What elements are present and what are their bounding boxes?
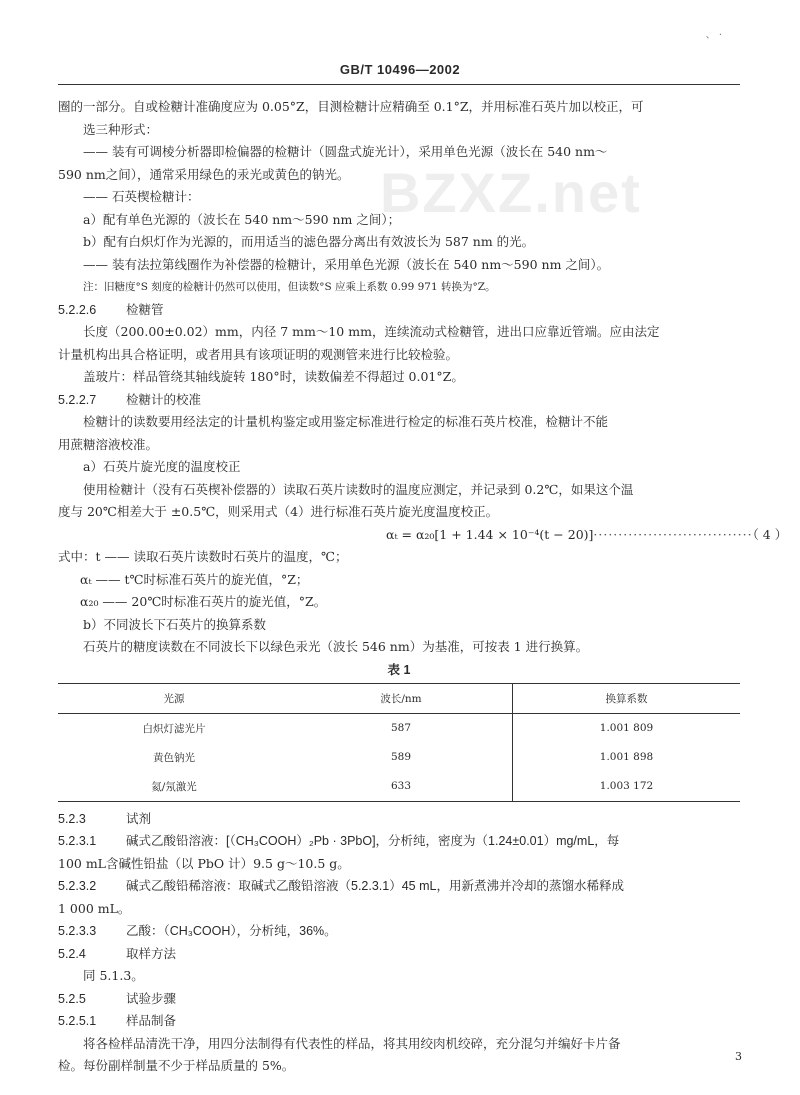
section-text: 乙酸：（CH₃COOH），分析纯，36%。 <box>126 924 337 938</box>
section-text: 样品制备 <box>126 1014 177 1028</box>
text-line: 长度（200.00±0.02）mm，内径 7 mm～10 mm，连续流动式检糖管，进出口应靠近管端。应由法定 <box>83 324 660 339</box>
table-cell: 黄色钠光 <box>153 751 195 764</box>
where-line: αₜ —— t℃时标准石英片的旋光值，°Z； <box>80 571 309 587</box>
section-text: 碱式乙酸铅稀溶液：取碱式乙酸铅溶液（5.2.3.1）45 mL，用新煮沸并冷却的蒸馏水稀释成 <box>126 879 624 893</box>
text-line: 检糖计的读数要用经法定的计量机构鉴定或用鉴定标准进行检定的标准石英片校准，检糖计不能 <box>83 414 609 429</box>
table-row <box>58 772 740 802</box>
section-heading <box>58 988 740 1011</box>
section-number: 5.2.3.2 <box>58 879 97 893</box>
section-text: 试剂 <box>126 811 152 826</box>
section-heading <box>58 1010 740 1033</box>
section-heading <box>58 943 740 966</box>
text-line <box>58 1055 740 1078</box>
table-header-row <box>58 683 740 713</box>
text-line <box>58 853 740 876</box>
text-line <box>58 898 740 921</box>
section-text: 1 000 mL。 <box>58 900 131 916</box>
text-line: b）不同波长下石英片的换算系数 <box>83 616 267 632</box>
table-row <box>58 713 740 743</box>
column-header: 波长/nm <box>290 683 513 713</box>
section-title: 检糖计的校准 <box>126 392 202 407</box>
section-heading <box>58 920 740 943</box>
text-line: 计量机构出具合格证明，或者用具有该项证明的观测管来进行比较检验。 <box>58 346 459 362</box>
text-line: 590 nm之间），通常采用绿色的汞光或黄色的钠光。 <box>58 166 350 182</box>
formula-leader: ································ <box>593 526 753 542</box>
text-line: 石英片的糖度读数在不同波长下以绿色汞光（波长 546 nm）为基准，可按表 1 进行换算。 <box>83 639 589 654</box>
text-line: b）配有白炽灯作为光源的，而用适当的滤色器分离出有效波长为 587 nm 的光。 <box>83 234 535 249</box>
section-heading-5227 <box>58 389 740 412</box>
section-number: 5.2.3.1 <box>58 834 97 848</box>
text-line: 用蔗糖溶液校准。 <box>58 436 159 452</box>
section-text: 同 5.1.3。 <box>83 968 144 983</box>
table-cell: 589 <box>290 743 513 772</box>
page-content <box>58 96 788 1078</box>
section-number: 5.2.5.1 <box>58 1014 97 1028</box>
text-line: —— 装有可调棱分析器即检偏器的检糖计（圆盘式旋光计），采用单色光源（波长在 540 nm～ <box>83 144 608 159</box>
column-header: 光源 <box>163 692 185 705</box>
section-heading <box>58 875 740 898</box>
section-text: 将各检样品清洗干净，用四分法制得有代表性的样品，将其用绞肉机绞碎，充分混匀并编好卡片备 <box>83 1035 621 1051</box>
section-title: 检糖管 <box>126 302 164 317</box>
section-text: 检。每份副样制量不少于样品质量的 5%。 <box>58 1058 295 1073</box>
section-heading <box>58 808 740 831</box>
text-line: 选三种形式： <box>83 121 159 137</box>
section-text: 碱式乙酸铅溶液：[（CH₃COOH）₂Pb · 3PbO]，分析纯，密度为（1.24±0.01）mg/mL，每 <box>126 834 620 848</box>
section-number: 5.2.2.6 <box>58 302 97 317</box>
table-cell: 587 <box>290 713 513 743</box>
table-cell: 1.001 898 <box>599 751 654 763</box>
text-line <box>58 965 740 988</box>
table-cell: 1.003 172 <box>599 780 654 792</box>
column-header: 换算系数 <box>605 692 648 705</box>
section-number: 5.2.3.3 <box>58 924 97 938</box>
conversion-table <box>58 683 740 802</box>
text-line: —— 石英楔检糖计： <box>83 189 200 204</box>
text-line: —— 装有法拉第线圈作为补偿器的检糖计，采用单色光源（波长在 540 nm～590 nm 之间）。 <box>83 256 610 272</box>
section-heading <box>58 830 740 853</box>
table-cell: 633 <box>290 772 513 802</box>
corner-mark: 、 · <box>705 30 722 41</box>
section-text: 100 mL含碱性铅盐（以 PbO 计）9.5 g～10.5 g。 <box>58 855 350 871</box>
table-cell: 1.001 809 <box>599 722 654 734</box>
where-line: 式中：t —— 读取石英片读数时石英片的温度，℃； <box>58 549 348 564</box>
table-row <box>58 743 740 772</box>
section-number: 5.2.2.7 <box>58 392 97 407</box>
section-text: 取样方法 <box>126 946 177 961</box>
table-cell: 白炽灯滤光片 <box>142 722 206 735</box>
text-line: 圈的一部分。自或检糖计准确度应为 0.05°Z，目测检糖计应精确至 0.1°Z，并用标准石英片加以校正，可 <box>58 99 644 114</box>
table-cell: 氦/氖激光 <box>151 780 197 793</box>
page-number: 3 <box>735 1050 742 1063</box>
text-line <box>58 1033 740 1056</box>
text-line: 使用检糖计（没有石英楔补偿器的）读取石英片读数时的温度应测定，并记录到 0.2℃，如果这个温 <box>83 481 634 497</box>
section-number: 5.2.4 <box>58 946 86 961</box>
text-line: 度与 20℃相差大于 ±0.5℃，则采用式（4）进行标准石英片旋光度温度校正。 <box>58 504 499 519</box>
formula-4 <box>58 524 788 547</box>
sections-list <box>58 808 740 1078</box>
section-text: 试验步骤 <box>126 991 177 1006</box>
text-line: 盖玻片：样品管绕其轴线旋转 180°时，读数偏差不得超过 0.01°Z。 <box>83 369 464 384</box>
formula-expression: αₜ = α₂₀[1 + 1.44 × 10⁻⁴(t − 20)] <box>386 526 594 542</box>
section-heading-5226 <box>58 299 740 322</box>
header-rule <box>58 84 740 85</box>
table-caption: 表 1 <box>387 662 411 677</box>
watermark: BZXZ.net <box>380 161 642 224</box>
where-line: α₂₀ —— 20℃时标准石英片的旋光值，°Z。 <box>80 594 327 609</box>
text-line: a）石英片旋光度的温度校正 <box>83 459 241 474</box>
formula-number: （ 4 ） <box>752 526 788 542</box>
text-line: a）配有单色光源的（波长在 540 nm～590 nm 之间）； <box>83 211 401 227</box>
note-line: 注：旧糖度°S 刻度的检糖计仍然可以使用，但读数°S 应乘上系数 0.99 971 转换为°Z。 <box>83 281 496 293</box>
section-number: 5.2.3 <box>58 811 86 826</box>
page-header: GB/T 10496—2002 <box>339 62 461 77</box>
section-number: 5.2.5 <box>58 991 86 1006</box>
